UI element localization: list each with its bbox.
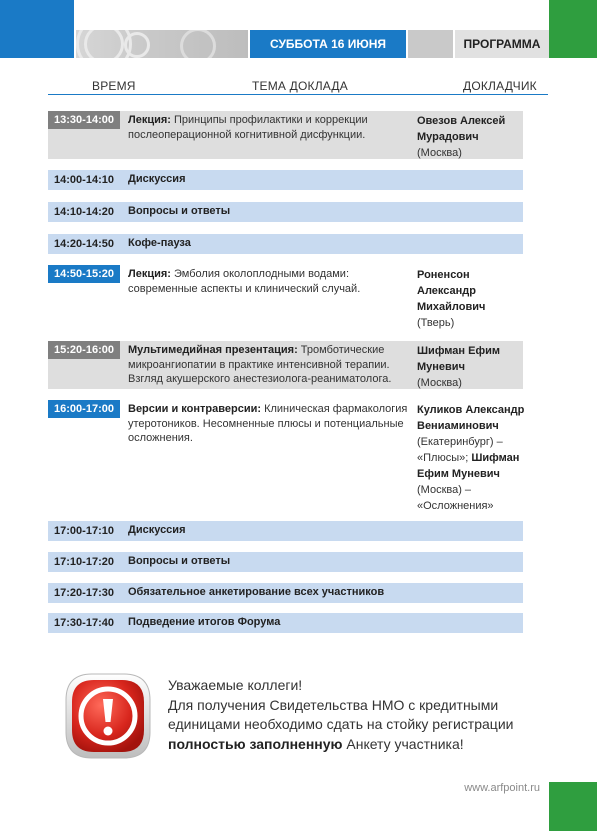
header-green-block xyxy=(549,0,597,58)
schedule-row xyxy=(48,265,523,333)
row-time: 14:20-14:50 xyxy=(54,238,114,250)
row-time: 17:20-17:30 xyxy=(54,587,114,599)
header-date: СУББОТА 16 ИЮНЯ xyxy=(250,30,406,58)
row-topic-text: Клиническая фармакология утеротоников. Несомненные плюсы и потенциальные осложнения. xyxy=(128,403,408,444)
footer-green-block xyxy=(549,782,597,831)
row-speaker-city: (Тверь) xyxy=(417,317,455,329)
row-topic-label: Лекция: xyxy=(128,268,171,280)
row-speaker-city: (Москва) xyxy=(417,147,462,159)
row-topic-label: Мультимедийная презентация: xyxy=(128,344,298,356)
row-time: 16:00-17:00 xyxy=(48,400,120,418)
row-topic: Вопросы и ответы xyxy=(128,205,231,217)
row-time: 14:50-15:20 xyxy=(48,265,120,283)
header-blue-block xyxy=(0,0,74,58)
schedule-row xyxy=(48,400,523,515)
row-topic-text: Тромботические микроангиопатии в практике интенсивной терапии. Взгляд акушерского анестезиолога-реаниматолога. xyxy=(128,344,392,385)
row-speaker-city-2: (Москва) – «Осложнения» xyxy=(417,484,494,512)
row-speaker xyxy=(417,113,527,161)
notice-body: Для получения Свидетельства НМО с кредитными единицами необходимо сдать на стойку регистрации xyxy=(168,696,514,732)
header-section-title: ПРОГРАММА xyxy=(455,30,549,58)
row-speaker-name: Роненсон Александр Михайлович xyxy=(417,269,486,313)
row-topic-text: Эмболия околоплодными водами: современные аспекты и клинический случай. xyxy=(128,268,361,295)
notice-tail: Анкету участника! xyxy=(342,735,464,752)
header-banner-image xyxy=(76,30,248,58)
row-speaker-name: Куликов Александр Вениаминович xyxy=(417,404,525,432)
row-topic: Дискуссия xyxy=(128,173,186,185)
row-speaker-name: Шифман Ефим Муневич xyxy=(417,345,500,373)
column-header-topic: ТЕМА ДОКЛАДА xyxy=(252,79,348,93)
row-time: 15:20-16:00 xyxy=(48,341,120,359)
row-time: 14:00-14:10 xyxy=(54,174,114,186)
schedule-row xyxy=(48,552,523,572)
footer-url[interactable]: www.arfpoint.ru xyxy=(464,782,540,794)
header-gray-block xyxy=(408,30,453,58)
row-topic: Дискуссия xyxy=(128,524,186,536)
schedule-row xyxy=(48,613,523,633)
notice-text xyxy=(168,676,558,754)
row-topic xyxy=(128,267,413,296)
row-topic-text: Принципы профилактики и коррекции послеоперационной когнитивной дисфункции. xyxy=(128,114,368,141)
row-speaker-city: (Москва) xyxy=(417,377,462,389)
row-speaker xyxy=(417,343,527,391)
column-header-divider xyxy=(48,94,548,95)
row-speaker-city: (Екатеринбург) – «Плюсы»; xyxy=(417,436,503,464)
row-time: 17:10-17:20 xyxy=(54,556,114,568)
schedule-row xyxy=(48,111,523,159)
row-topic: Обязательное анкетирование всех участников xyxy=(128,586,385,598)
row-time: 13:30-14:00 xyxy=(48,111,120,129)
column-header-time: ВРЕМЯ xyxy=(92,79,136,93)
row-speaker-name: Овезов Алексей Мурадович xyxy=(417,115,506,143)
row-topic-label: Лекция: xyxy=(128,114,171,126)
schedule-row xyxy=(48,341,523,389)
row-topic xyxy=(128,402,413,446)
schedule-row xyxy=(48,170,523,190)
row-topic: Вопросы и ответы xyxy=(128,555,231,567)
row-topic: Кофе-пауза xyxy=(128,237,191,249)
schedule-row xyxy=(48,202,523,222)
row-speaker-name-2: Шифман Ефим Муневич xyxy=(417,452,520,480)
row-speaker xyxy=(417,402,527,514)
row-topic-label: Версии и контраверсии: xyxy=(128,403,262,415)
row-time: 14:10-14:20 xyxy=(54,206,114,218)
row-time: 17:00-17:10 xyxy=(54,525,114,537)
row-speaker xyxy=(417,267,527,331)
schedule-row xyxy=(48,583,523,603)
row-time: 17:30-17:40 xyxy=(54,617,114,629)
column-header-speaker: ДОКЛАДЧИК xyxy=(463,79,537,93)
exclamation-warning-icon xyxy=(62,670,154,762)
notice-emphasis: полностью заполненную xyxy=(168,735,343,752)
row-topic: Подведение итогов Форума xyxy=(128,616,281,628)
schedule-row xyxy=(48,521,523,541)
row-topic xyxy=(128,343,413,387)
schedule-row xyxy=(48,234,523,254)
row-topic xyxy=(128,113,413,142)
notice-greeting: Уважаемые коллеги! xyxy=(168,677,303,693)
